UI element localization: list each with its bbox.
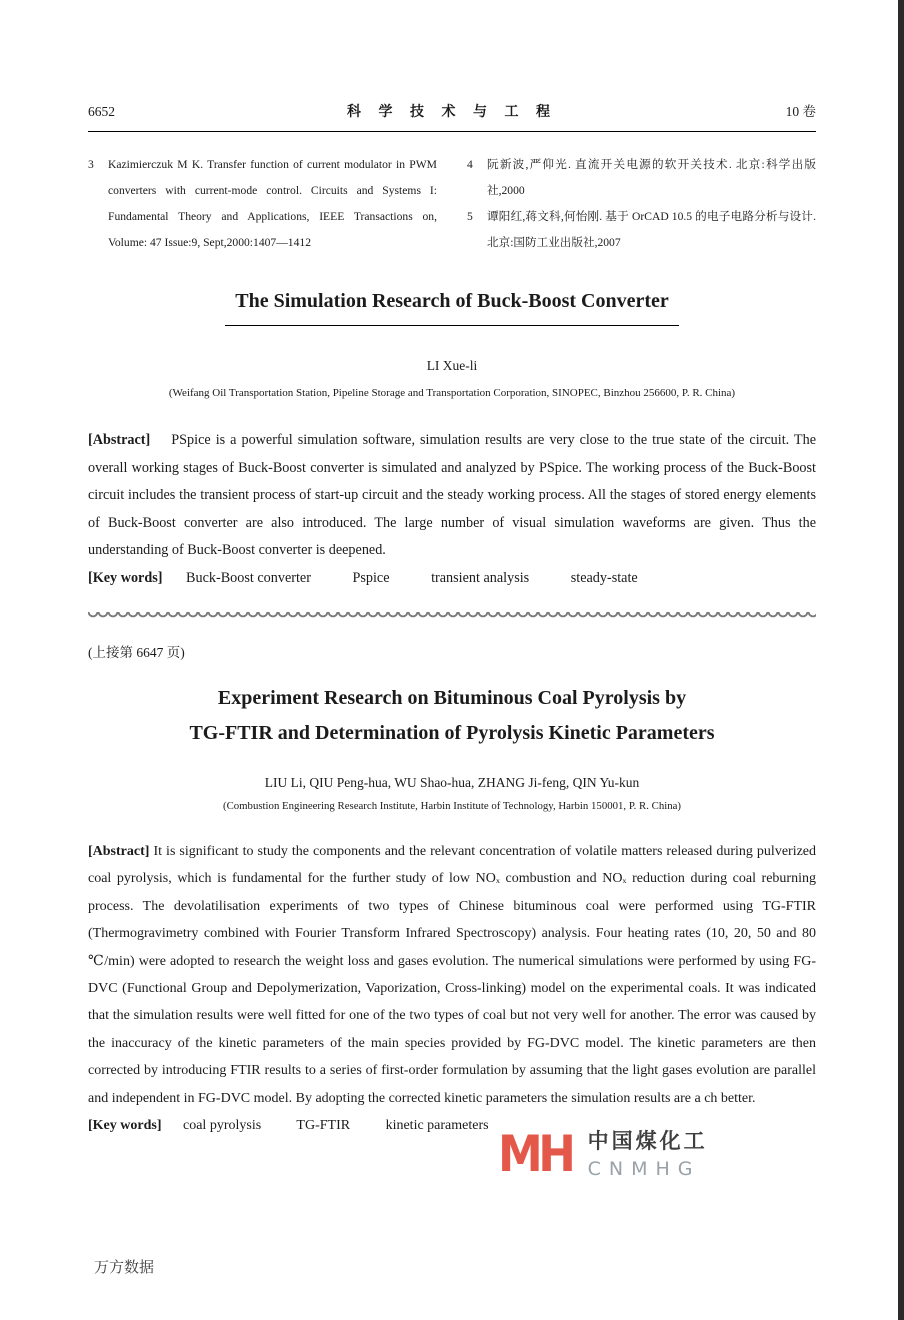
article1-affiliation: (Weifang Oil Transportation Station, Pipeline Storage and Transportation Corporation, SINOPEC, Binzhou 256600, P. R. China) — [168, 387, 736, 399]
reference-text: 谭阳红,蒋文科,何怡刚. 基于 OrCAD 10.5 的电子电路分析与设计. 北京:国防工业出版社,2007 — [487, 210, 816, 249]
article1-keywords — [88, 565, 816, 593]
article2-authors: LIU Li, QIU Peng-hua, WU Shao-hua, ZHANG Ji-feng, QIN Yu-kun — [264, 775, 640, 790]
keyword-item: kinetic parameters — [385, 1118, 489, 1134]
abstract-label: [Abstract] — [88, 432, 151, 448]
reference-item — [88, 152, 437, 256]
references-right-column — [467, 152, 816, 256]
article1-author: LI Xue-li — [426, 358, 478, 373]
article1-abstract — [88, 427, 816, 565]
keywords-label: [Key words] — [88, 1118, 162, 1134]
cnmhg-logo-icon: MH — [498, 1125, 572, 1183]
keyword-item: steady-state — [570, 569, 638, 586]
volume-label: 10 卷 — [785, 104, 816, 119]
keyword-item: TG-FTIR — [296, 1118, 351, 1134]
reference-number: 3 — [88, 158, 94, 171]
section-separator — [88, 612, 816, 619]
reference-item — [467, 204, 816, 256]
article2-title-line1: Experiment Research on Bituminous Coal Pyrolysis by — [217, 687, 687, 709]
watermark-chinese-text: 中国煤化工 — [587, 1129, 708, 1153]
keywords-label: [Key words] — [88, 569, 163, 586]
article2-affiliation: (Combustion Engineering Research Institute, Harbin Institute of Technology, Harbin 150001, P. R. China) — [222, 800, 682, 812]
header-rule — [88, 131, 816, 132]
article2-title-line2: TG-FTIR and Determination of Pyrolysis Kinetic Parameters — [189, 722, 715, 744]
abstract-text: PSpice is a powerful simulation software, simulation results are very close to the true state of the circuit. The overall working stages of Buck-Boost converter is simulated and analyzed by PSpice. The working process of the Buck-Boost circuit includes the transient process of start-up circuit and the steady working process. All the stages of stored energy elements of Buck-Boost converter are also introduced. The large number of visual simulation waveforms are given. Thus the understanding of Buck-Boost converter is deepened. — [88, 432, 816, 558]
continuation-note: (上接第 6647 页) — [88, 645, 185, 660]
article1-title-text: The Simulation Research of Buck-Boost Converter — [225, 290, 679, 326]
keyword-item: coal pyrolysis — [183, 1118, 262, 1134]
reference-text: Kazimierczuk M K. Transfer function of current modulator in PWM converters with current-mode control. Circuits and Systems I: Fundamental Theory and Applications, IEEE Transactions on, Volume: 47 Issue:9, Sept,2000:1407—1412 — [108, 158, 437, 249]
keyword-item: Pspice — [352, 569, 390, 586]
abstract-label: [Abstract] — [88, 844, 150, 859]
article2-abstract — [88, 838, 816, 1112]
article1-title — [88, 290, 816, 326]
reference-item — [467, 152, 816, 204]
reference-text: 阮新波,严仰光. 直流开关电源的软开关技术. 北京:科学出版社,2000 — [487, 158, 816, 197]
references-left-column — [88, 152, 437, 256]
journal-title: 科 学 技 术 与 工 程 — [347, 105, 557, 120]
watermark-cnmhg — [492, 1122, 756, 1186]
page-header — [88, 100, 816, 121]
keyword-item: transient analysis — [431, 569, 530, 586]
article2-title — [88, 681, 816, 751]
reference-number: 4 — [467, 158, 473, 171]
scan-edge — [898, 0, 904, 1320]
wanfang-data-stamp: 万方数据 — [94, 1258, 155, 1276]
abstract-text: It is significant to study the components and the relevant concentration of volatile matters released during pulverized coal pyrolysis, which is fundamental for the further study of low NOₓ combustion and NOₓ reduction during coal reburning process. The devolatilisation experiments of two types of Chinese bituminous coal were performed using TG-FTIR (Thermogravimetry combined with Fourier Transform Infrared Spectroscopy) analysis. Four heating rates (10, 20, 50 and 80 ℃/min) were adopted to research the weight loss and gases evolution. The numerical simulations were performed by using FG-DVC (Functional Group and Depolymerization, Vaporization, Cross-linking) model on the experimental coals. It was indicated that the simulation results were well fitted for one of the two types of coal but not very well for another. The error was caused by the inaccuracy of the kinetic parameters of the main species provided by FG-DVC model. The kinetic parameters are then corrected by introducing FTIR results to a series of first-order formulation by assuming that the light gases evolution are parallel and independent in FG-DVC model. By adopting the corrected kinetic parameters the simulation results are a ch better. — [88, 844, 817, 1106]
page-number: 6652 — [88, 104, 115, 119]
watermark-text — [588, 1128, 708, 1180]
watermark-latin-text: CNMHG — [587, 1158, 701, 1180]
keyword-item: Buck-Boost converter — [186, 569, 311, 586]
references-section — [88, 152, 816, 256]
reference-number: 5 — [467, 210, 473, 223]
